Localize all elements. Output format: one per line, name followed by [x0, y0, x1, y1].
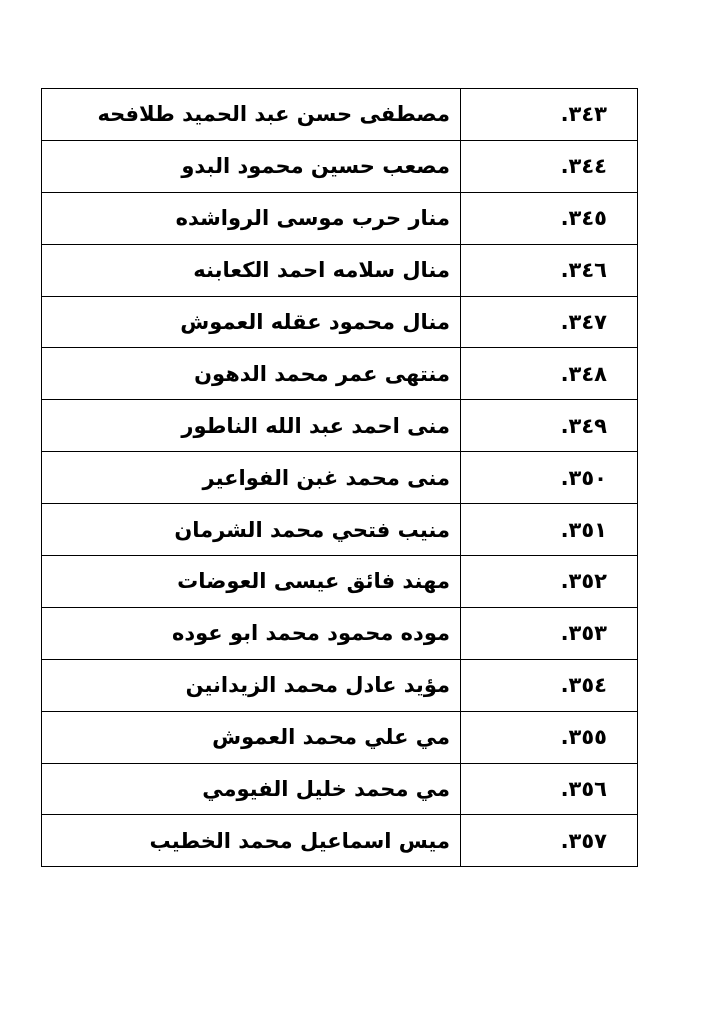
row-number: ٣٤٥.	[461, 192, 638, 244]
table-row	[42, 504, 638, 556]
row-name: مؤيد عادل محمد الزيدانين	[42, 659, 461, 711]
table-row	[42, 815, 638, 867]
table-row	[42, 140, 638, 192]
row-number: ٣٥٤.	[461, 659, 638, 711]
row-name: مصعب حسين محمود البدو	[42, 140, 461, 192]
table-row	[42, 89, 638, 141]
table-row	[42, 763, 638, 815]
row-name: منى محمد غبن الفواعير	[42, 452, 461, 504]
row-name: مصطفى حسن عبد الحميد طلافحه	[42, 89, 461, 141]
row-name: ميس اسماعيل محمد الخطيب	[42, 815, 461, 867]
row-number: ٣٤٧.	[461, 296, 638, 348]
table-row	[42, 296, 638, 348]
row-number: ٣٥٦.	[461, 763, 638, 815]
row-number: ٣٤٣.	[461, 89, 638, 141]
row-number: ٣٥٠.	[461, 452, 638, 504]
row-number: ٣٥٣.	[461, 607, 638, 659]
row-number: ٣٥٥.	[461, 711, 638, 763]
table-row	[42, 452, 638, 504]
row-number: ٣٥٧.	[461, 815, 638, 867]
table-row	[42, 711, 638, 763]
row-name: منال محمود عقله العموش	[42, 296, 461, 348]
row-number: ٣٥٢.	[461, 556, 638, 608]
row-name: منى احمد عبد الله الناطور	[42, 400, 461, 452]
row-number: ٣٥١.	[461, 504, 638, 556]
table-row	[42, 607, 638, 659]
row-number: ٣٤٩.	[461, 400, 638, 452]
row-name: منار حرب موسى الرواشده	[42, 192, 461, 244]
table-row	[42, 659, 638, 711]
row-number: ٣٤٦.	[461, 244, 638, 296]
row-name: موده محمود محمد ابو عوده	[42, 607, 461, 659]
row-name: منال سلامه احمد الكعابنه	[42, 244, 461, 296]
row-name: مهند فائق عيسى العوضات	[42, 556, 461, 608]
row-name: مي محمد خليل الفيومي	[42, 763, 461, 815]
row-number: ٣٤٨.	[461, 348, 638, 400]
names-table	[41, 88, 638, 867]
table-row	[42, 348, 638, 400]
table-row	[42, 556, 638, 608]
table-row	[42, 192, 638, 244]
row-name: مي علي محمد العموش	[42, 711, 461, 763]
table-row	[42, 244, 638, 296]
row-name: منتهى عمر محمد الدهون	[42, 348, 461, 400]
row-number: ٣٤٤.	[461, 140, 638, 192]
names-table-body	[42, 89, 638, 867]
row-name: منيب فتحي محمد الشرمان	[42, 504, 461, 556]
table-row	[42, 400, 638, 452]
